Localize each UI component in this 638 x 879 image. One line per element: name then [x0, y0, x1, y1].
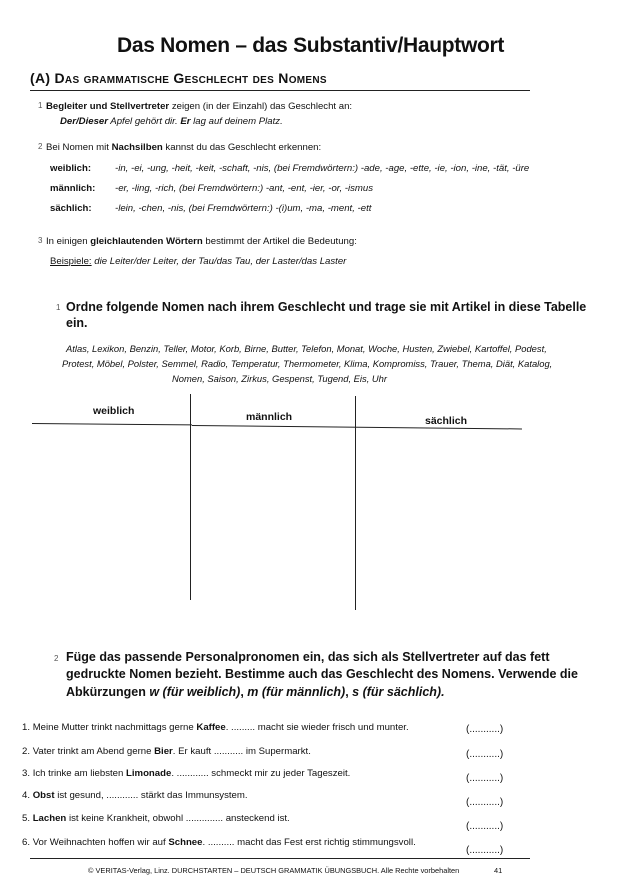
table-column-divider-1 [190, 394, 191, 600]
rule-3-bold: gleichlautenden Wörtern [90, 236, 203, 247]
footer-copyright: © VERITAS-Verlag, Linz. DURCHSTARTEN – DEUTSCH GRAMMATIK ÜBUNGSBUCH. Alle Rechte vorbehalten [88, 866, 460, 875]
rule-marker-3: 3 [38, 236, 43, 245]
table-header-rule-right [192, 425, 522, 429]
task-marker-2: 2 [54, 654, 59, 663]
example-mid: Apfel gehört dir. [108, 116, 181, 127]
rule-2-pre: Bei Nomen mit [46, 142, 112, 153]
table-cell-saechlich[interactable] [360, 432, 520, 607]
abbr-maennlich: m (für männlich) [247, 685, 346, 699]
task-marker-1: 1 [56, 303, 61, 312]
answer-field-6[interactable]: (...........) [466, 845, 504, 856]
abbr-sep-2: , [345, 685, 353, 699]
suffix-label-maennlich: männlich: [50, 183, 96, 194]
abbr-intro: Abkürzungen [66, 685, 150, 699]
item-bold-noun: Schnee [168, 837, 203, 848]
answer-field-5[interactable]: (...........) [466, 821, 504, 832]
rule-1-bold: Begleiter und Stellvertreter [46, 101, 170, 112]
example-text: die Leiter/der Leiter, der Tau/das Tau, der Laster/das Laster [91, 256, 347, 267]
table-header-rule-left [32, 423, 192, 425]
rule-2-post: kannst du das Geschlecht erkennen: [162, 142, 322, 153]
rule-marker-1: 1 [38, 101, 43, 110]
rule-2-bold: Nachsilben [111, 142, 163, 153]
table-cell-weiblich[interactable] [34, 430, 188, 600]
suffix-list-maennlich: -er, -ling, -rich, (bei Fremdwörtern:) -ant, -ent, -ier, -or, -ismus [115, 183, 374, 194]
item-post: . ......... macht sie wieder frisch und munter. [225, 722, 409, 733]
item-post: ist keine Krankheit, obwohl .............. ansteckend ist. [66, 813, 290, 824]
example-bold: Der/Dieser [60, 116, 108, 127]
column-header-maennlich: männlich [246, 411, 293, 423]
rule-3-post: bestimmt der Artikel die Bedeutung: [202, 236, 357, 247]
rule-3-example [50, 256, 346, 267]
item-bold-noun: Lachen [32, 813, 67, 824]
example-bold-2: Er [180, 116, 191, 127]
exercise-item-3 [22, 768, 350, 779]
column-header-weiblich: weiblich [93, 405, 135, 417]
item-bold-noun: Limonade [126, 768, 172, 779]
item-post: . .......... macht das Fest erst richtig stimmungsvoll. [202, 837, 416, 848]
section-heading: (A) Das grammatische Geschlecht des Nomens [30, 70, 327, 86]
table-cell-maennlich[interactable] [194, 430, 352, 605]
rule-marker-2: 2 [38, 142, 43, 151]
example-end: lag auf deinem Platz. [190, 116, 283, 127]
item-post: . ............ schmeckt mir zu jeder Tageszeit. [171, 768, 351, 779]
rule-1-text [46, 101, 352, 112]
item-post: ist gesund, ............ stärkt das Immunsystem. [54, 790, 248, 801]
abbr-sep-1: , [240, 685, 248, 699]
item-number: 2. [22, 746, 31, 757]
rule-3-pre: In einigen [46, 236, 91, 247]
suffix-list-saechlich: -lein, -chen, -nis, (bei Fremdwörtern:) -(i)um, -ma, -ment, -ett [115, 203, 372, 214]
exercise-item-2 [22, 746, 311, 757]
answer-field-3[interactable]: (...........) [466, 773, 504, 784]
item-bold-noun: Kaffee [196, 722, 226, 733]
footer-rule [30, 858, 530, 859]
page-number: 41 [494, 866, 503, 875]
item-pre: Vor Weihnachten hoffen wir auf [32, 837, 169, 848]
suffix-list-weiblich: -in, -ei, -ung, -heit, -keit, -schaft, -nis, (bei Fremdwörtern:) -ade, -age, -ette, -ie, -ion, -ine, -tät, -üre [115, 163, 530, 174]
item-number: 6. [22, 837, 31, 848]
abbr-saechlich: s (für sächlich). [352, 685, 445, 699]
answer-field-4[interactable]: (...........) [466, 797, 504, 808]
task-1-instruction-line2: ein. [66, 316, 88, 330]
suffix-label-saechlich: sächlich: [50, 203, 92, 214]
exercise-item-1 [22, 722, 409, 733]
page-title: Das Nomen – das Substantiv/Hauptwort [117, 34, 505, 57]
item-bold-noun: Obst [32, 790, 55, 801]
item-number: 1. [22, 722, 31, 733]
rule-2-text [46, 142, 321, 153]
rule-1-rest: zeigen (in der Einzahl) das Geschlecht an: [169, 101, 353, 112]
item-number: 4. [22, 790, 31, 801]
word-bank-line-2: Protest, Möbel, Polster, Semmel, Radio, Temperatur, Thermometer, Klima, Kompromiss, Trauer, Thema, Diät, Katalog, [62, 358, 553, 369]
exercise-item-4 [22, 790, 248, 801]
item-bold-noun: Bier [154, 746, 173, 757]
rule-1-example [60, 116, 283, 127]
word-bank-line-1: Atlas, Lexikon, Benzin, Teller, Motor, Korb, Birne, Butter, Telefon, Monat, Woche, Husten, Zwiebel, Kartoffel, Podest, [66, 343, 547, 354]
column-header-saechlich: sächlich [425, 415, 468, 427]
task-2-instruction-line2: gedruckte Nomen bezieht. Bestimme auch das Geschlecht des Nomens. Verwende die [66, 667, 578, 681]
task-2-instruction-line3 [66, 685, 445, 699]
answer-field-1[interactable]: (...........) [466, 724, 504, 735]
item-post: . Er kauft ........... im Supermarkt. [172, 746, 311, 757]
word-bank-line-3: Nomen, Saison, Zirkus, Gespenst, Tugend, Eis, Uhr [172, 373, 388, 384]
task-1-instruction-line1: Ordne folgende Nomen nach ihrem Geschlecht und trage sie mit Artikel in diese Tabelle [66, 300, 587, 314]
exercise-item-5 [22, 813, 290, 824]
example-label: Beispiele: [50, 256, 92, 267]
table-column-divider-2 [355, 396, 356, 610]
task-2-instruction-line1: Füge das passende Personalpronomen ein, das sich als Stellvertreter auf das fett [66, 650, 550, 664]
item-pre: Vater trinkt am Abend gerne [32, 746, 155, 757]
abbr-weiblich: w (für weiblich) [149, 685, 241, 699]
item-number: 5. [22, 813, 31, 824]
suffix-label-weiblich: weiblich: [50, 163, 92, 174]
rule-3-text [46, 236, 357, 247]
section-rule [30, 90, 530, 91]
item-number: 3. [22, 768, 31, 779]
item-pre: Meine Mutter trinkt nachmittags gerne [32, 722, 197, 733]
answer-field-2[interactable]: (...........) [466, 749, 504, 760]
item-pre: Ich trinke am liebsten [32, 768, 127, 779]
exercise-item-6 [22, 837, 416, 848]
